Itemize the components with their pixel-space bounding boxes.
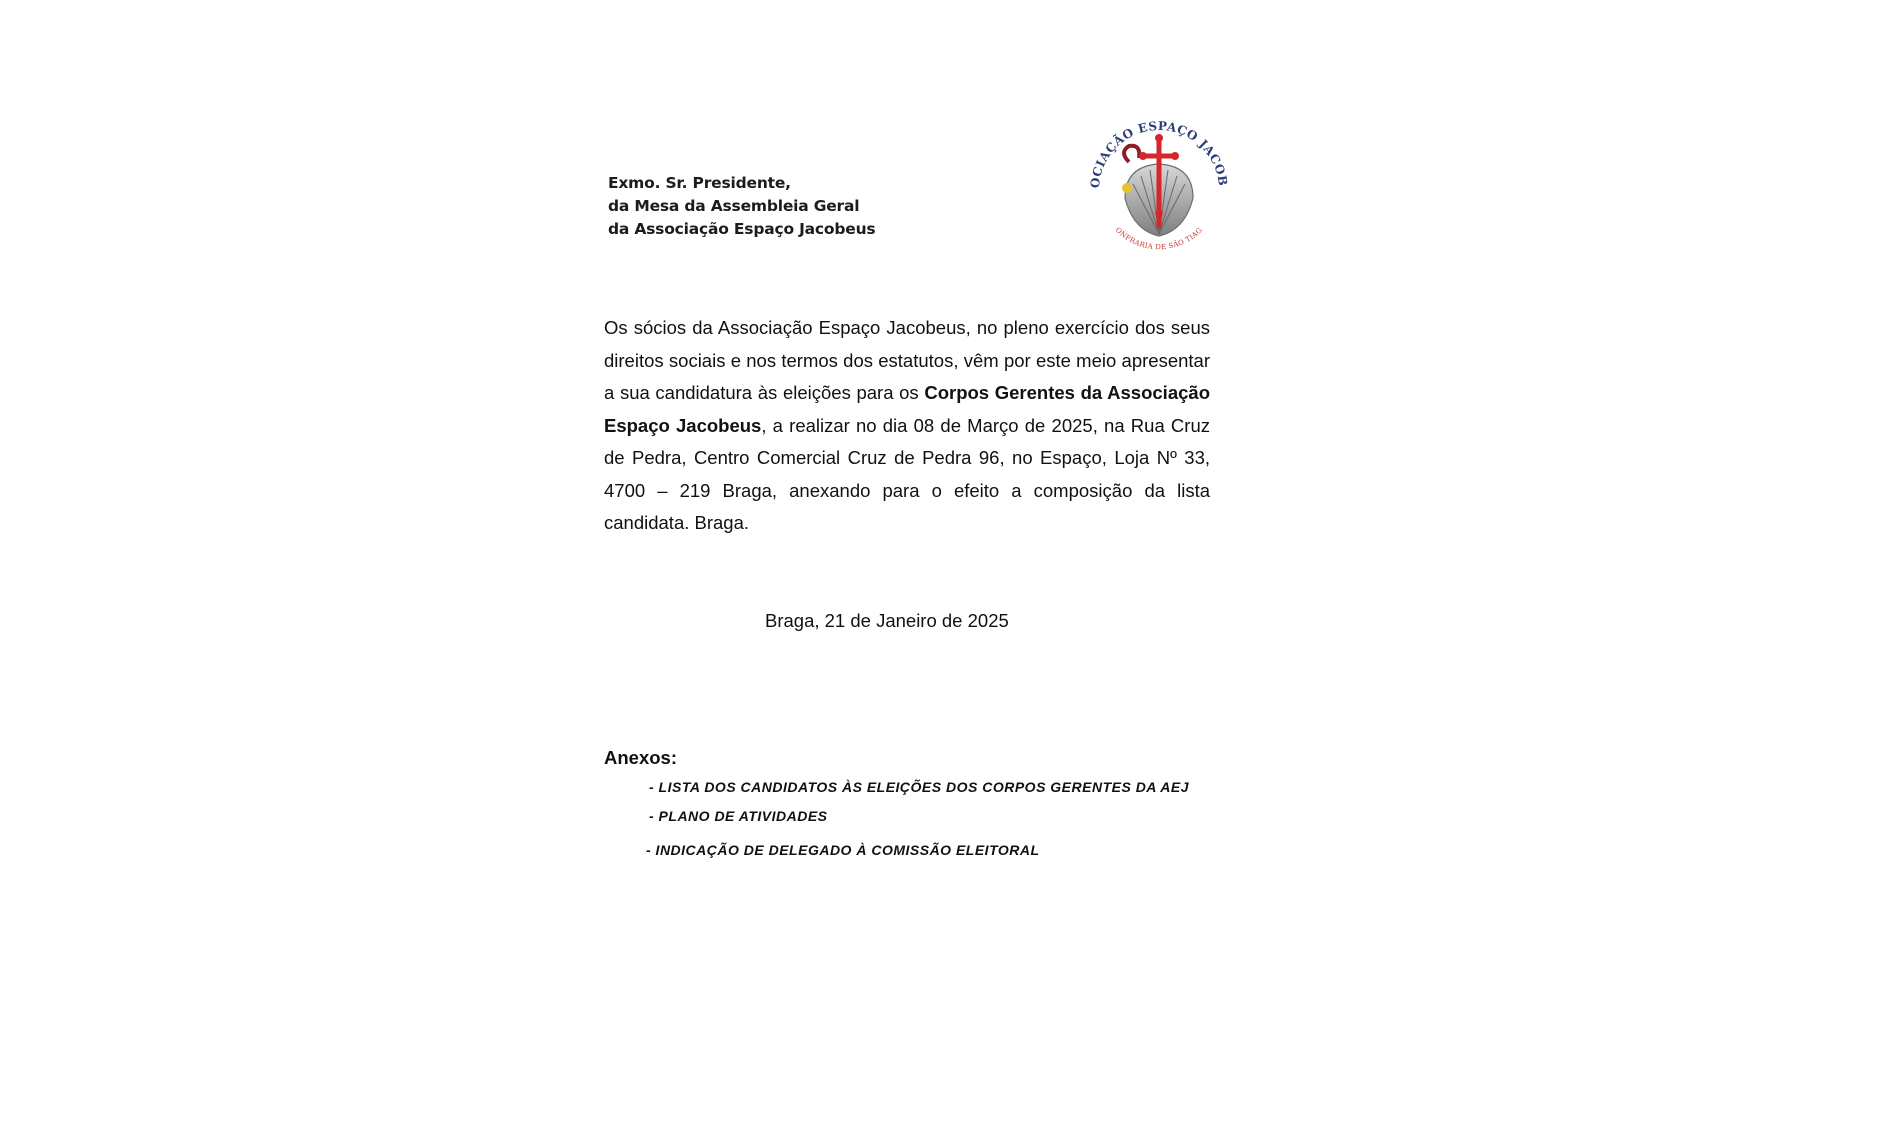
addressee-block [608,172,875,241]
annex-item: - INDICAÇÃO DE DELEGADO À COMISSÃO ELEITORAL [646,842,1040,858]
addressee-line-3: da Associação Espaço Jacobeus [608,220,876,238]
body-rest: , a realizar no dia 08 de Março de 2025, na Rua Cruz de Pedra, Centro Comercial Cruz de Pedra 96, no Espaço, Loja Nº 33, 4700 – 219 Braga, anexando para o efeito a composição da lista candidata. Braga. [604,414,1210,533]
body-bold-entity: Corpos Gerentes da Associação Espaço Jacobeus [604,382,1210,436]
body-intro: Os sócios da Associação Espaço Jacobeus, no pleno exercício dos seus direitos sociais e nos termos dos estatutos, vêm por este meio apresentar a sua candidatura às eleições para os [604,317,1210,403]
association-logo [1085,112,1233,260]
addressee-line-1: Exmo. Sr. Presidente, [608,174,791,192]
logo-ring-text: OCIAÇÃO ESPAÇO JACOB [1087,118,1231,189]
annex-item: - PLANO DE ATIVIDADES [649,808,828,824]
addressee-line-2: da Mesa da Assembleia Geral [608,197,860,215]
scallop-shell-santiago-cross-logo-icon [1085,112,1233,260]
annex-item: - LISTA DOS CANDIDATOS ÀS ELEIÇÕES DOS CORPOS GERENTES DA AEJ [649,779,1190,795]
logo-bottom-text: ONFRARIA DE SÃO TIAG [1113,225,1204,252]
body-paragraph [604,312,1210,540]
date-line: Braga, 21 de Janeiro de 2025 [765,610,1009,631]
annexes-title: Anexos: [604,747,677,768]
